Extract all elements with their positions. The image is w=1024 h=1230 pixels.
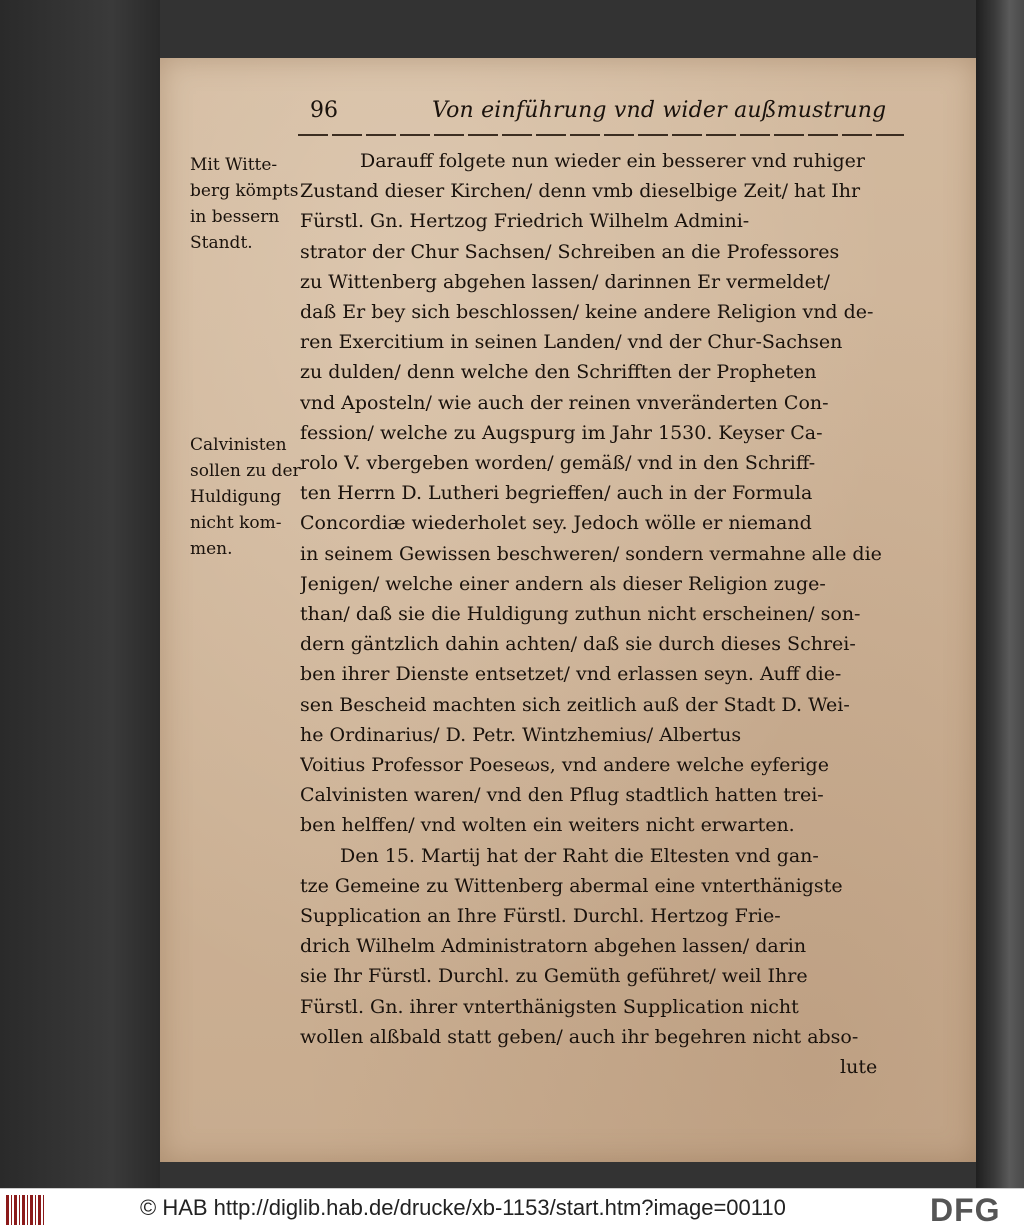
marginal-note-1	[190, 152, 302, 256]
header-rule	[298, 134, 904, 136]
text-line: ben ihrer Dienste entsetzet/ vnd erlassen seyn. Auff die-	[300, 663, 842, 686]
text-line: strator der Chur Sachsen/ Schreiben an die Professores	[300, 240, 840, 263]
marginal-note-line: Calvinisten	[190, 435, 287, 455]
marginal-note-line: berg kömpts	[190, 181, 299, 201]
footer-bar	[0, 1188, 1024, 1230]
marginal-note-line: in bessern	[190, 207, 280, 227]
text-line: zu dulden/ denn welche den Schrifften der Propheten	[300, 361, 817, 384]
book-edge	[976, 0, 1024, 1188]
text-line: Voitius Professor Poeseωs, vnd andere welche eyferige	[300, 754, 829, 777]
marginal-note-2	[190, 432, 302, 562]
marginal-note-line: Mit Witte-	[190, 155, 278, 175]
text-line: than/ daß sie die Huldigung zuthun nicht erscheinen/ son-	[300, 603, 861, 626]
page-header	[310, 98, 910, 132]
barcode-icon	[6, 1195, 46, 1225]
text-line: rolo V. vbergeben worden/ gemäß/ vnd in den Schriff-	[300, 452, 816, 475]
text-line: drich Wilhelm Administratorn abgehen lassen/ darin	[300, 935, 807, 958]
marginal-note-line: Standt.	[190, 233, 253, 253]
text-line: fession/ welche zu Augspurg im Jahr 1530. Keyser Ca-	[300, 421, 823, 444]
text-line: ren Exercitium in seinen Landen/ vnd der Chur-Sachsen	[300, 331, 843, 354]
text-line: Fürstl. Gn. Hertzog Friedrich Wilhelm Admini-	[300, 210, 750, 233]
scan-left-background	[0, 0, 160, 1188]
marginal-note-line: nicht kom-	[190, 513, 282, 533]
text-line: Calvinisten waren/ vnd den Pflug stadtlich hatten trei-	[300, 784, 824, 807]
text-line: daß Er bey sich beschlossen/ keine andere Religion vnd de-	[300, 301, 874, 324]
body-text	[300, 146, 912, 1082]
marginal-note-line: Huldigung	[190, 487, 282, 507]
text-line: dern gäntzlich dahin achten/ daß sie durch dieses Schrei-	[300, 633, 856, 656]
text-line: zu Wittenberg abgehen lassen/ darinnen Er vermeldet/	[300, 270, 830, 293]
marginal-note-line: men.	[190, 539, 233, 559]
text-line: he Ordinarius/ D. Petr. Wintzhemius/ Albertus	[300, 723, 742, 746]
text-line: Darauff folgete nun wieder ein besserer vnd ruhiger	[360, 150, 865, 172]
page-number: 96	[310, 98, 338, 123]
text-line: in seinem Gewissen beschweren/ sondern vermahne alle die	[300, 542, 882, 565]
text-line: tze Gemeine zu Wittenberg abermal eine vnterthänigste	[300, 874, 843, 897]
catchword: lute	[840, 1056, 878, 1079]
text-line: Zustand dieser Kirchen/ denn vmb dieselbige Zeit/ hat Ihr	[300, 180, 861, 203]
dfg-logo: DFG	[930, 1192, 1001, 1228]
text-line: ten Herrn D. Lutheri begrieffen/ auch in der Formula	[300, 482, 813, 505]
text-line: vnd Aposteln/ wie auch der reinen vnveränderten Con-	[300, 391, 829, 414]
book-page	[160, 58, 976, 1162]
text-line: Fürstl. Gn. ihrer vnterthänigsten Supplication nicht	[300, 995, 799, 1018]
text-line: Den 15. Martij hat der Raht die Eltesten vnd gan-	[340, 844, 819, 867]
text-line: Concordiæ wiederholet sey. Jedoch wölle er niemand	[300, 512, 812, 535]
text-line: wollen alßbald statt geben/ auch ihr begehren nicht abso-	[300, 1025, 859, 1048]
text-line: Supplication an Ihre Fürstl. Durchl. Hertzog Frie-	[300, 905, 781, 928]
copyright-link[interactable]: © HAB http://diglib.hab.de/drucke/xb-1153/start.htm?image=00110	[140, 1195, 786, 1220]
text-line: sie Ihr Fürstl. Durchl. zu Gemüth geführet/ weil Ihre	[300, 965, 808, 988]
text-line: sen Bescheid machten sich zeitlich auß der Stadt D. Wei-	[300, 693, 850, 716]
marginal-note-line: sollen zu der	[190, 461, 301, 481]
running-head: Von einführung vnd wider außmustrung	[432, 98, 887, 123]
text-line: ben helffen/ vnd wolten ein weiters nicht erwarten.	[300, 814, 795, 837]
text-line: Jenigen/ welche einer andern als dieser Religion zuge-	[300, 572, 826, 595]
